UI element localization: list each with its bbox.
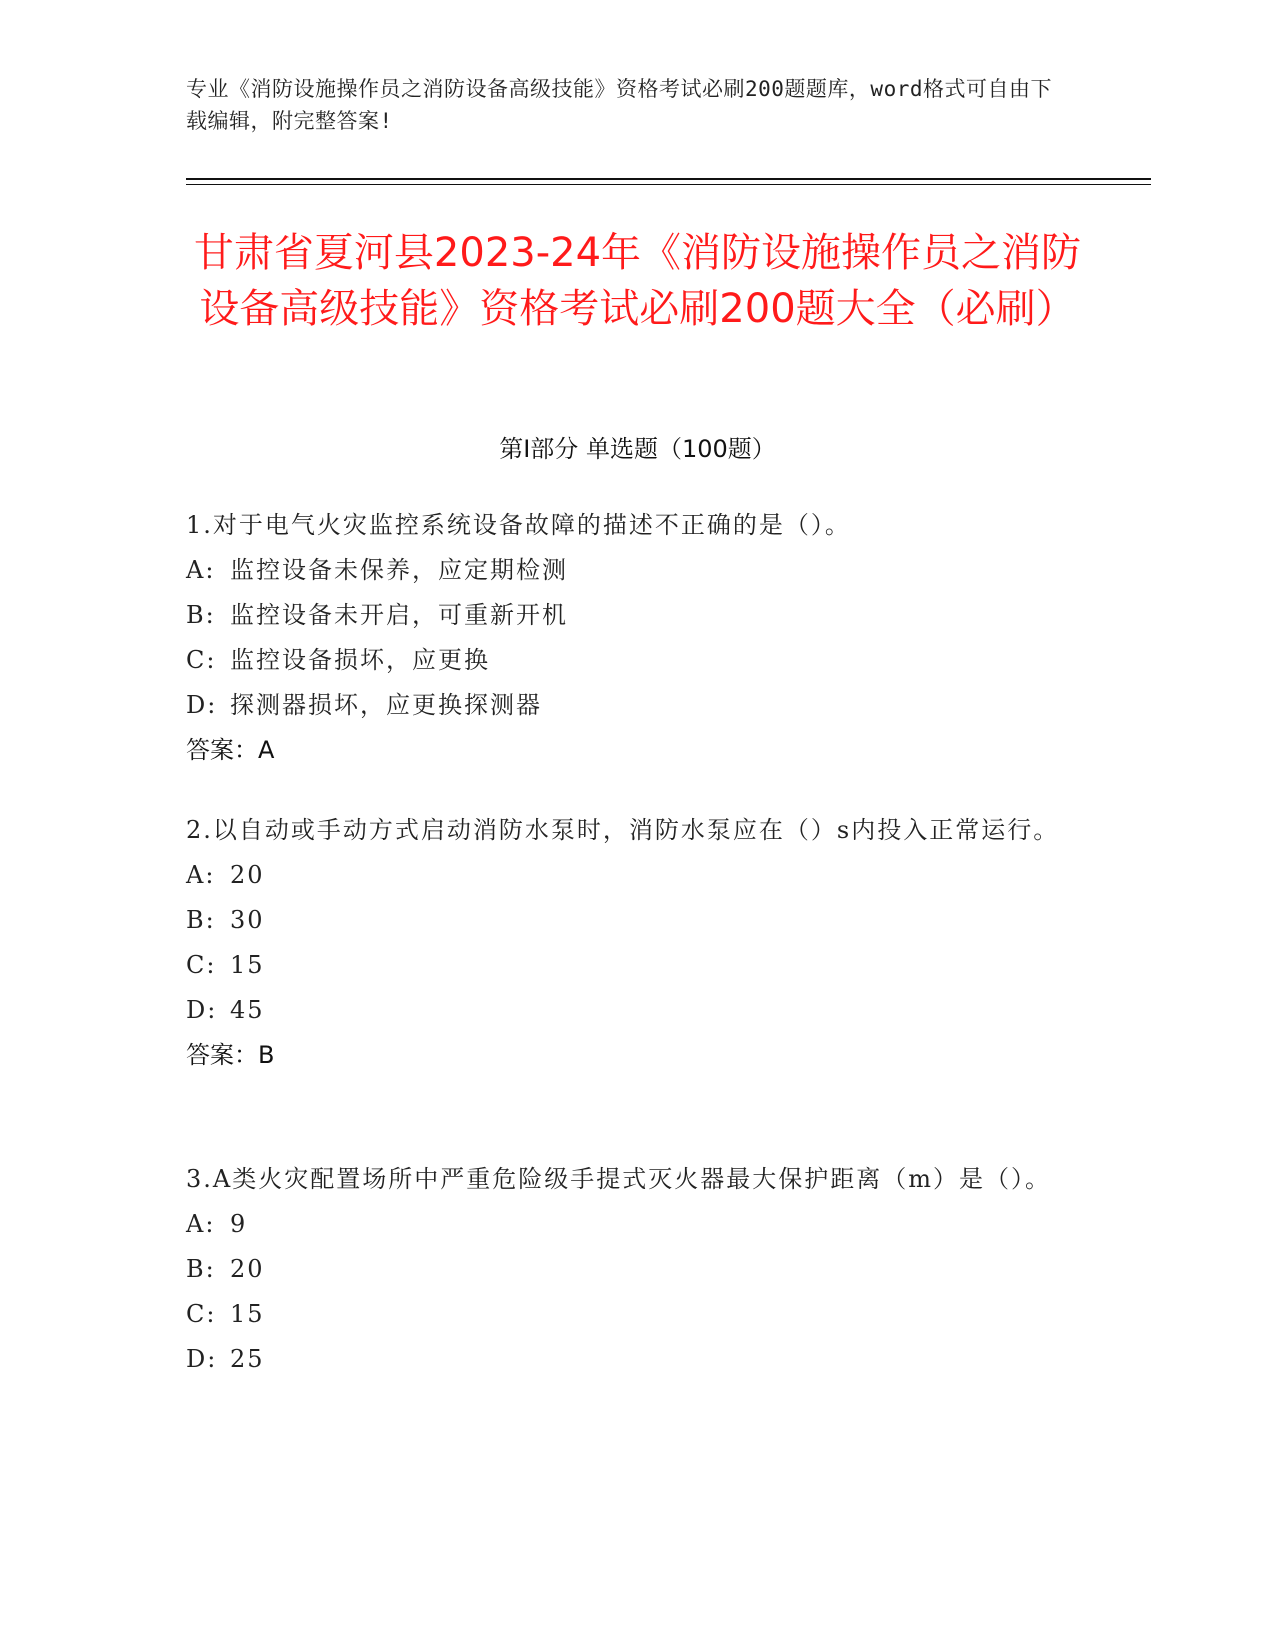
option-b xyxy=(186,1247,1086,1292)
option-c xyxy=(186,943,1086,988)
option-text: 监控设备未开启，可重新开机 xyxy=(230,601,568,629)
option-text: 30 xyxy=(230,906,265,934)
header-divider-thin xyxy=(186,184,1151,185)
question-2 xyxy=(186,808,1086,1078)
option-text: 15 xyxy=(230,951,265,979)
option-letter: B: xyxy=(186,906,216,934)
option-text: 9 xyxy=(230,1210,248,1238)
option-text: 15 xyxy=(230,1300,265,1328)
option-letter: B: xyxy=(186,601,216,629)
option-letter: D: xyxy=(186,1345,218,1373)
option-d xyxy=(186,683,1086,728)
option-letter: A: xyxy=(186,1210,216,1238)
option-text: 20 xyxy=(230,1255,265,1283)
answer-line: 答案：A xyxy=(186,736,275,764)
header-note: 专业《消防设施操作员之消防设备高级技能》资格考试必刷200题题库，word格式可自由下载编辑，附完整答案! xyxy=(186,77,1052,133)
option-letter: B: xyxy=(186,1255,216,1283)
question-stem: 2.以自动或手动方式启动消防水泵时，消防水泵应在（）s内投入正常运行。 xyxy=(186,816,1060,844)
option-text: 25 xyxy=(230,1345,265,1373)
question-1 xyxy=(186,503,1086,773)
option-text: 监控设备未保养，应定期检测 xyxy=(230,556,568,584)
question-stem: 3.A类火灾配置场所中严重危险级手提式灭火器最大保护距离（m）是（）。 xyxy=(186,1165,1051,1193)
option-text: 探测器损坏，应更换探测器 xyxy=(230,691,542,719)
option-a xyxy=(186,1202,1086,1247)
option-letter: A: xyxy=(186,861,216,889)
option-letter: C: xyxy=(186,1300,217,1328)
option-text: 监控设备损坏，应更换 xyxy=(230,646,490,674)
option-b xyxy=(186,593,1086,638)
option-text: 45 xyxy=(230,996,265,1024)
option-a xyxy=(186,853,1086,898)
question-stem: 1.对于电气火灾监控系统设备故障的描述不正确的是（）。 xyxy=(186,511,851,539)
option-c xyxy=(186,1292,1086,1337)
answer-line: 答案：B xyxy=(186,1041,275,1069)
question-3 xyxy=(186,1157,1086,1382)
option-a xyxy=(186,548,1086,593)
option-c xyxy=(186,638,1086,683)
section-heading: 第I部分 单选题（100题） xyxy=(499,435,776,463)
option-letter: D: xyxy=(186,691,218,719)
option-b xyxy=(186,898,1086,943)
option-d xyxy=(186,1337,1086,1382)
option-text: 20 xyxy=(230,861,265,889)
option-d xyxy=(186,988,1086,1033)
option-letter: A: xyxy=(186,556,216,584)
option-letter: D: xyxy=(186,996,218,1024)
document-title: 甘肃省夏河县2023-24年《消防设施操作员之消防设备高级技能》资格考试必刷200题大全（必刷） xyxy=(193,230,1082,332)
option-letter: C: xyxy=(186,646,217,674)
option-letter: C: xyxy=(186,951,217,979)
header-divider-thick xyxy=(186,178,1151,180)
